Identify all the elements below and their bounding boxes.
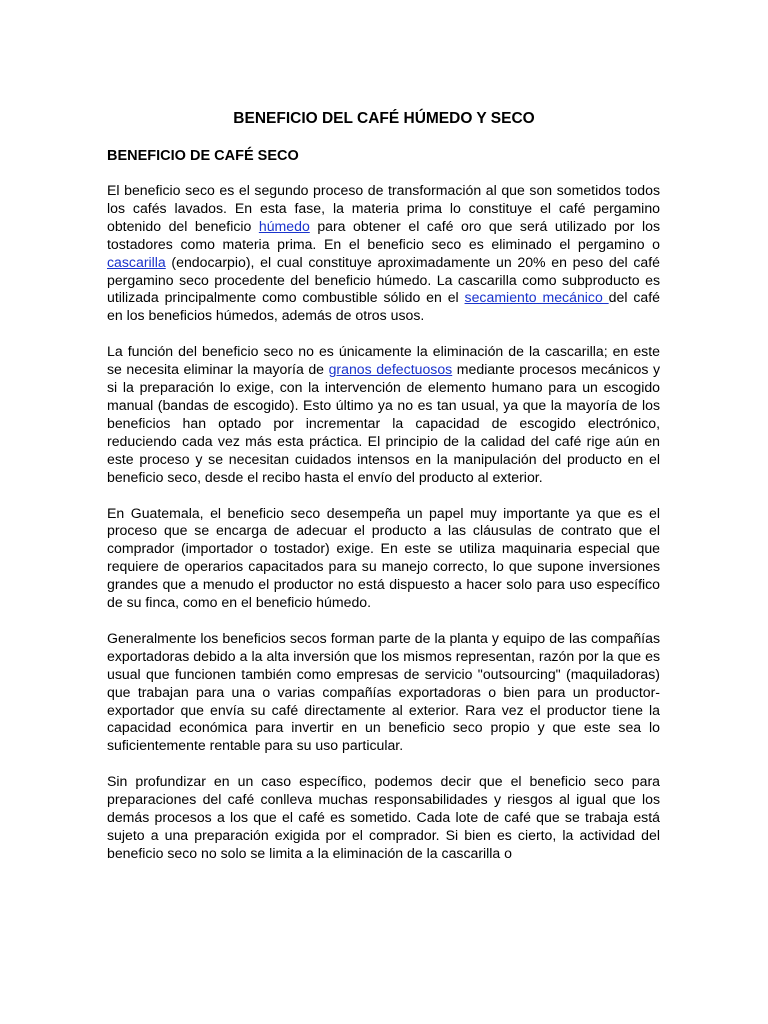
paragraph-4: Generalmente los beneficios secos forman parte de la planta y equipo de las compañías exportadoras debido a la alta inversión que los mismos representan, razón por la que es usual que funcionen también como empresas de servicio "outsourcing" (maquiladoras) que trabajan para una o varias compañías exportadoras o bien para un productor-exportador que envía su café directamente al exterior. Rara vez el productor tiene la capacidad económica para invertir en un beneficio seco propio y que este sea lo suficientemente rentable para su uso particular. <box>107 629 660 754</box>
link-secamiento-mecanico[interactable]: secamiento mecánico <box>464 289 609 306</box>
link-cascarilla[interactable]: cascarilla <box>107 253 166 270</box>
document-body <box>107 182 660 881</box>
paragraph-1: El beneficio seco es el segundo proceso de transformación al que son sometidos todos los cafés lavados. En esta fase, la materia prima lo constituye el café pergamino obtenido del beneficio húmedo para obtener el café oro que será utilizado por los tostadores como materia prima. En el beneficio seco es eliminado el pergamino o cascarilla (endocarpio), el cual constituye aproximadamente un 20% en peso del café pergamino seco procedente del beneficio húmedo. La cascarilla como subproducto es utilizada principalmente como combustible sólido en el secamiento mecánico del café en los beneficios húmedos, además de otros usos. <box>107 182 660 324</box>
link-humedo[interactable]: húmedo <box>258 217 310 234</box>
paragraph-2: La función del beneficio seco no es únicamente la eliminación de la cascarilla; en este se necesita eliminar la mayoría de granos defectuosos mediante procesos mecánicos y si la preparación lo exige, con la intervención de elemento humano para un escogido manual (bandas de escogido). Esto último ya no es tan usual, ya que la mayoría de los beneficios han optado por incrementar la capacidad de escogido electrónico, reduciendo cada vez más esta práctica. El principio de la calidad del café rige aún en este proceso y se necesitan cuidados intensos en la manipulación del producto en el beneficio seco, desde el recibo hasta el envío del producto al exterior. <box>107 343 661 485</box>
link-granos-defectuosos[interactable]: granos defectuosos <box>328 361 453 378</box>
paragraph-5: Sin profundizar en un caso específico, podemos decir que el beneficio seco para preparaciones del café conlleva muchas responsabilidades y riesgos al igual que los demás procesos a los que el café es sometido. Cada lote de café que se trabaja está sujeto a una preparación exigida por el comprador. Si bien es cierto, la actividad del beneficio seco no solo se limita a la eliminación de la cascarilla o <box>107 773 660 861</box>
paragraph-3: En Guatemala, el beneficio seco desempeña un papel muy importante ya que es el proceso que se encarga de adecuar el producto a las cláusulas de contrato que el comprador (importador o tostador) exige. En este se utiliza maquinaria especial que requiere de operarios capacitados para su manejo correcto, lo que supone inversiones grandes que a menudo el productor no está dispuesto a hacer solo para uso específico de su finca, como en el beneficio húmedo. <box>107 504 660 611</box>
section-heading: BENEFICIO DE CAFÉ SECO <box>107 148 299 164</box>
document-title: BENEFICIO DEL CAFÉ HÚMEDO Y SECO <box>233 110 535 127</box>
